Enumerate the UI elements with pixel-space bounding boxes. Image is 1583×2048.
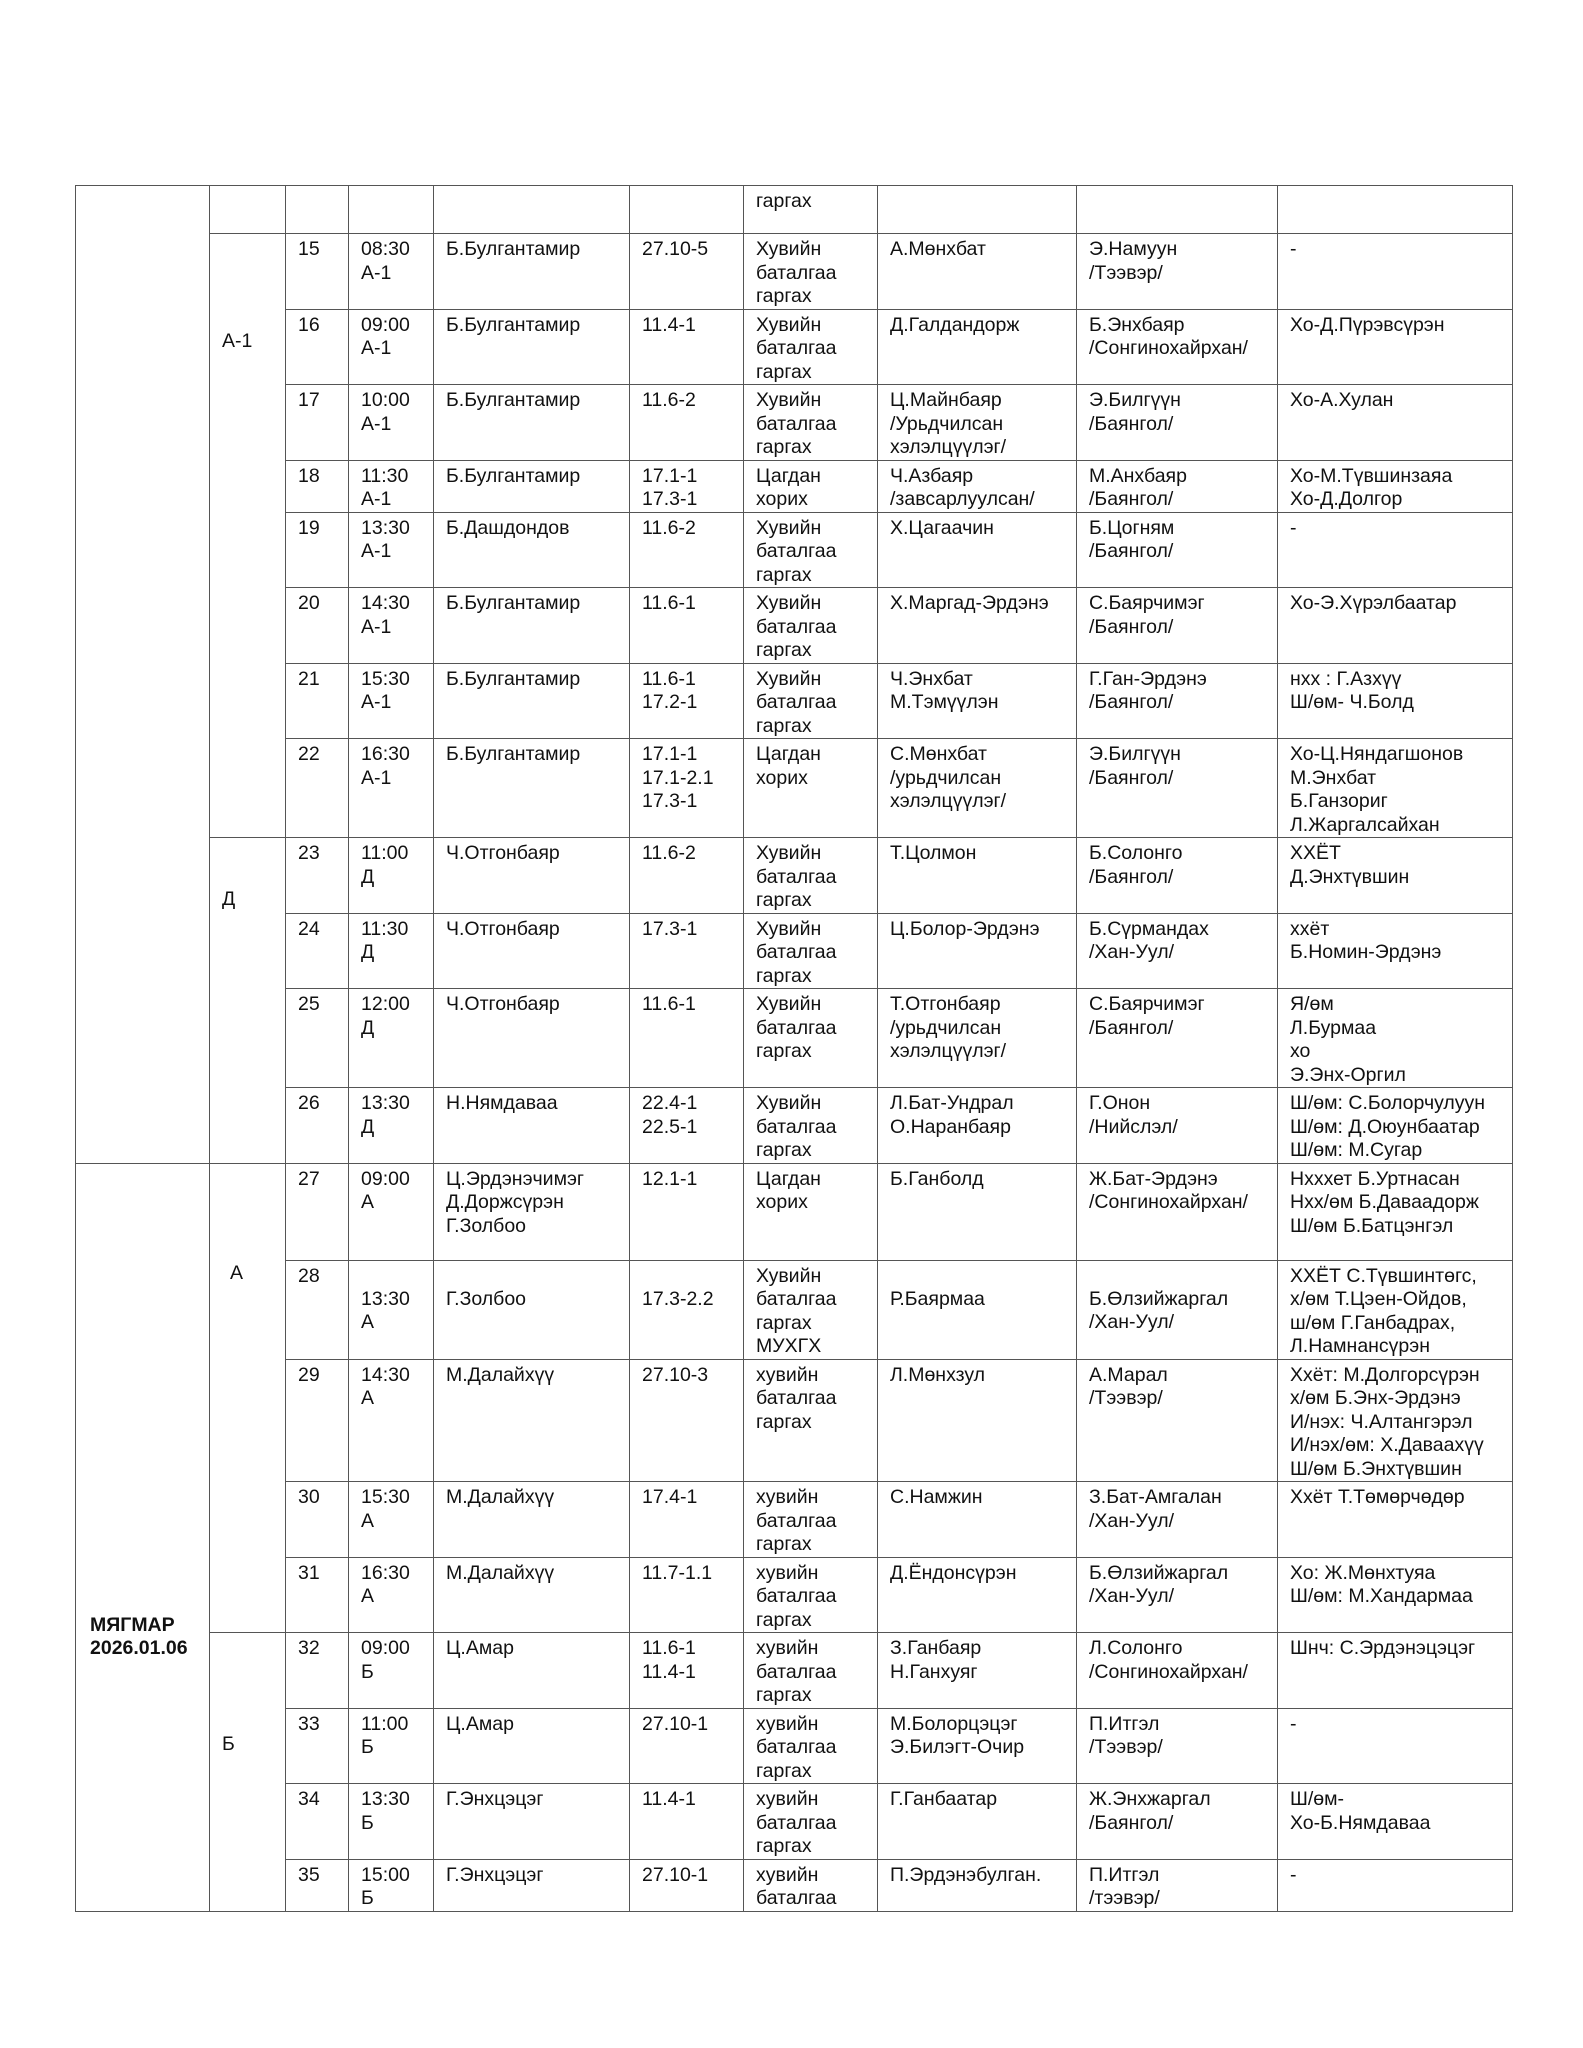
case-number: 33 [286,1708,349,1784]
table-row [76,1260,1513,1359]
table-row [76,1708,1513,1784]
lawyers: Шнч: С.Эрдэнэцэцэг [1278,1633,1513,1709]
law-article: 11.6-2 [630,838,744,914]
hearing-time: 08:30 А-1 [349,234,434,310]
case-type: Хувийн баталгаа гаргах [744,838,878,914]
prosecutor-name: Э.Билгүүн /Баянгол/ [1077,385,1278,461]
case-number: 31 [286,1557,349,1633]
case-number: 35 [286,1859,349,1911]
prosecutor-name: Э.Намуун /Тээвэр/ [1077,234,1278,310]
hearing-time: 13:30 Д [349,1088,434,1164]
empty-cell [1278,186,1513,234]
prosecutor-name: Б.Солонго /Баянгол/ [1077,838,1278,914]
lawyers: ххёт Б.Номин-Эрдэнэ [1278,913,1513,989]
case-number: 18 [286,460,349,512]
case-type: хувийн баталгаа [744,1859,878,1911]
prosecutor-name: С.Баярчимэг /Баянгол/ [1077,588,1278,664]
table-row [76,588,1513,664]
case-number: 16 [286,309,349,385]
empty-cell [1077,186,1278,234]
law-article: 27.10-3 [630,1359,744,1482]
lawyers: ХХЁТ Д.Энхтүвшин [1278,838,1513,914]
judge-name: Г.Энхцэцэг [434,1859,630,1911]
prosecutor-name: С.Баярчимэг /Баянгол/ [1077,989,1278,1088]
case-number: 21 [286,663,349,739]
judge-name: Ч.Отгонбаяр [434,838,630,914]
lawyers: Хо-Д.Пүрэвсүрэн [1278,309,1513,385]
prosecutor-name: Г.Онон /Нийслэл/ [1077,1088,1278,1164]
case-number: 17 [286,385,349,461]
defendant-name: С.Намжин [878,1482,1077,1558]
case-type: Хувийн баталгаа гаргах [744,309,878,385]
case-type: Хувийн баталгаа гаргах [744,989,878,1088]
case-type: Хувийн баталгаа гаргах МУХГХ [744,1260,878,1359]
defendant-name: А.Мөнхбат [878,234,1077,310]
courtroom-cell-empty [210,186,286,234]
hearing-time: 13:30 Б [349,1784,434,1860]
case-number: 26 [286,1088,349,1164]
defendant-name: Д.Галдандорж [878,309,1077,385]
judge-name: М.Далайхүү [434,1557,630,1633]
judge-name: М.Далайхүү [434,1482,630,1558]
lawyers: Я/өм Л.Бурмаа хо Э.Энх-Оргил [1278,989,1513,1088]
hearing-time: 09:00 А [349,1163,434,1260]
law-article: 17.1-1 17.1-2.1 17.3-1 [630,739,744,838]
table-row [76,512,1513,588]
lawyers: Ххёт: М.Долгорсүрэн х/өм Б.Энх-Эрдэнэ И/нэх: Ч.Алтангэрэл И/нэх/өм: Х.Даваахүү Ш/өм Б.Энхтүвшин [1278,1359,1513,1482]
prosecutor-name: З.Бат-Амгалан /Хан-Уул/ [1077,1482,1278,1558]
hearing-time: 14:30 А [349,1359,434,1482]
courtroom-label: А-1 [210,234,286,838]
defendant-name: Т.Цолмон [878,838,1077,914]
lawyers: Ш/өм: С.Болорчулуун Ш/өм: Д.Оюунбаатар Ш/өм: М.Сугар [1278,1088,1513,1164]
case-number: 15 [286,234,349,310]
table-row [76,1359,1513,1482]
hearing-time: 10:00 А-1 [349,385,434,461]
judge-name: М.Далайхүү [434,1359,630,1482]
empty-cell [630,186,744,234]
judge-name: Ч.Отгонбаяр [434,913,630,989]
defendant-name: Х.Маргад-Эрдэнэ [878,588,1077,664]
defendant-name: П.Эрдэнэбулган. [878,1859,1077,1911]
defendant-name: Л.Бат-Ундрал О.Наранбаяр [878,1088,1077,1164]
defendant-name: Б.Ганболд [878,1163,1077,1260]
law-article: 11.6-1 [630,588,744,664]
law-article: 11.6-1 17.2-1 [630,663,744,739]
table-row [76,385,1513,461]
law-article: 22.4-1 22.5-1 [630,1088,744,1164]
law-article: 27.10-5 [630,234,744,310]
empty-cell [286,186,349,234]
hearing-time: 13:30 А [349,1260,434,1359]
defendant-name: Ч.Энхбат М.Тэмүүлэн [878,663,1077,739]
empty-cell [349,186,434,234]
hearing-time: 11:00 Д [349,838,434,914]
lawyers: Хо-Э.Хүрэлбаатар [1278,588,1513,664]
law-article: 11.6-2 [630,512,744,588]
table-row [76,1163,1513,1260]
judge-name: Б.Булгантамир [434,309,630,385]
case-type: хувийн баталгаа гаргах [744,1557,878,1633]
case-type: Хувийн баталгаа гаргах [744,512,878,588]
defendant-name: Л.Мөнхзул [878,1359,1077,1482]
prosecutor-name: Э.Билгүүн /Баянгол/ [1077,739,1278,838]
defendant-name: Х.Цагаачин [878,512,1077,588]
defendant-name: Ч.Азбаяр /завсарлуулсан/ [878,460,1077,512]
lawyers: Хо-А.Хулан [1278,385,1513,461]
judge-name: Ч.Отгонбаяр [434,989,630,1088]
table-row [76,1633,1513,1709]
courtroom-label: Б [210,1633,286,1912]
law-article: 27.10-1 [630,1859,744,1911]
case-type: хувийн баталгаа гаргах [744,1784,878,1860]
lawyers: Хо: Ж.Мөнхтуяа Ш/өм: М.Хандармаа [1278,1557,1513,1633]
law-article: 17.4-1 [630,1482,744,1558]
defendant-name: Ц.Майнбаяр /Урьдчилсан хэлэлцүүлэг/ [878,385,1077,461]
law-article: 17.3-2.2 [630,1260,744,1359]
judge-name: Б.Дашдондов [434,512,630,588]
case-number: 30 [286,1482,349,1558]
case-type: Хувийн баталгаа гаргах [744,663,878,739]
case-type: Цагдан хорих [744,460,878,512]
prosecutor-name: П.Итгэл /Тээвэр/ [1077,1708,1278,1784]
empty-cell [878,186,1077,234]
lawyers: Хо-Ц.Няндагшонов М.Энхбат Б.Ганзориг Л.Жаргалсайхан [1278,739,1513,838]
law-article: 11.7-1.1 [630,1557,744,1633]
judge-name: Б.Булгантамир [434,460,630,512]
table-row [76,838,1513,914]
prosecutor-name: Б.Сүрмандах /Хан-Уул/ [1077,913,1278,989]
lawyers: Ххёт Т.Төмөрчөдөр [1278,1482,1513,1558]
law-article: 17.3-1 [630,913,744,989]
judge-name: Г.Энхцэцэг [434,1784,630,1860]
table-row [76,1859,1513,1911]
judge-name: Г.Золбоо [434,1260,630,1359]
case-number: 32 [286,1633,349,1709]
case-type: хувийн баталгаа гаргах [744,1633,878,1709]
hearing-time: 11:30 А-1 [349,460,434,512]
courtroom-label: А [210,1163,286,1633]
prosecutor-name: П.Итгэл /тээвэр/ [1077,1859,1278,1911]
day-cell-previous [76,186,210,1164]
judge-name: Ц.Амар [434,1633,630,1709]
judge-name: Ц.Эрдэнэчимэг Д.Доржсүрэн Г.Золбоо [434,1163,630,1260]
judge-name: Н.Нямдаваа [434,1088,630,1164]
defendant-name: С.Мөнхбат /урьдчилсан хэлэлцүүлэг/ [878,739,1077,838]
lawyers: Нхххет Б.Уртнасан Нхх/өм Б.Даваадорж Ш/өм Б.Батцэнгэл [1278,1163,1513,1260]
table-row [76,1784,1513,1860]
judge-name: Ц.Амар [434,1708,630,1784]
hearing-time: 15:00 Б [349,1859,434,1911]
lawyers: ХХЁТ С.Түвшинтөгс, х/өм Т.Цэен-Ойдов, ш/өм Г.Ганбадрах, Л.Намнансүрэн [1278,1260,1513,1359]
lawyers: нхх : Г.Азхүү Ш/өм- Ч.Болд [1278,663,1513,739]
case-type: Хувийн баталгаа гаргах [744,234,878,310]
defendant-name: М.Болорцэцэг Э.Билэгт-Очир [878,1708,1077,1784]
case-number: 27 [286,1163,349,1260]
prosecutor-name: Б.Цогням /Баянгол/ [1077,512,1278,588]
case-type: хувийн баталгаа гаргах [744,1482,878,1558]
defendant-name: Г.Ганбаатар [878,1784,1077,1860]
hearing-time: 16:30 А-1 [349,739,434,838]
lawyers: - [1278,234,1513,310]
case-number: 25 [286,989,349,1088]
case-type: Цагдан хорих [744,739,878,838]
table-row [76,1557,1513,1633]
hearing-time: 12:00 Д [349,989,434,1088]
prosecutor-name: Б.Өлзийжаргал /Хан-Уул/ [1077,1557,1278,1633]
hearing-time: 11:00 Б [349,1708,434,1784]
prosecutor-name: А.Марал /Тээвэр/ [1077,1359,1278,1482]
case-type: Хувийн баталгаа гаргах [744,588,878,664]
table-row [76,1088,1513,1164]
case-number: 22 [286,739,349,838]
hearing-time: 09:00 Б [349,1633,434,1709]
case-number: 20 [286,588,349,664]
prosecutor-name: Б.Энхбаяр /Сонгинохайрхан/ [1077,309,1278,385]
law-article: 11.6-1 11.4-1 [630,1633,744,1709]
prosecutor-name: Ж.Энхжаргал /Баянгол/ [1077,1784,1278,1860]
table-row [76,309,1513,385]
case-number: 28 [286,1260,349,1359]
prosecutor-name: М.Анхбаяр /Баянгол/ [1077,460,1278,512]
law-article: 11.4-1 [630,309,744,385]
case-number: 34 [286,1784,349,1860]
judge-name: Б.Булгантамир [434,739,630,838]
law-article: 17.1-1 17.3-1 [630,460,744,512]
hearing-time: 13:30 А-1 [349,512,434,588]
law-article: 11.4-1 [630,1784,744,1860]
lawyers: Хо-М.Түвшинзаяа Хо-Д.Долгор [1278,460,1513,512]
defendant-name: Р.Баярмаа [878,1260,1077,1359]
table-row [76,989,1513,1088]
judge-name: Б.Булгантамир [434,588,630,664]
empty-cell [434,186,630,234]
case-type: гаргах [744,186,878,234]
lawyers: - [1278,1708,1513,1784]
prosecutor-name: Ж.Бат-Эрдэнэ /Сонгинохайрхан/ [1077,1163,1278,1260]
law-article: 11.6-2 [630,385,744,461]
defendant-name: Ц.Болор-Эрдэнэ [878,913,1077,989]
defendant-name: Т.Отгонбаяр /урьдчилсан хэлэлцүүлэг/ [878,989,1077,1088]
hearing-time: 15:30 А [349,1482,434,1558]
defendant-name: З.Ганбаяр Н.Ганхуяг [878,1633,1077,1709]
table-row [76,234,1513,310]
day-label: МЯГМАР 2026.01.06 [76,1163,210,1911]
hearing-time: 09:00 А-1 [349,309,434,385]
hearing-time: 16:30 А [349,1557,434,1633]
table-row [76,739,1513,838]
lawyers: Ш/өм- Хо-Б.Нямдаваа [1278,1784,1513,1860]
judge-name: Б.Булгантамир [434,234,630,310]
case-type: хувийн баталгаа гаргах [744,1708,878,1784]
law-article: 12.1-1 [630,1163,744,1260]
hearing-time: 14:30 А-1 [349,588,434,664]
table-row [76,186,1513,234]
hearing-time: 11:30 Д [349,913,434,989]
prosecutor-name: Г.Ган-Эрдэнэ /Баянгол/ [1077,663,1278,739]
table-row [76,663,1513,739]
case-type: Хувийн баталгаа гаргах [744,1088,878,1164]
case-type: Хувийн баталгаа гаргах [744,913,878,989]
prosecutor-name: Л.Солонго /Сонгинохайрхан/ [1077,1633,1278,1709]
law-article: 27.10-1 [630,1708,744,1784]
lawyers: - [1278,512,1513,588]
table-row [76,1482,1513,1558]
hearing-time: 15:30 А-1 [349,663,434,739]
prosecutor-name: Б.Өлзийжаргал /Хан-Уул/ [1077,1260,1278,1359]
judge-name: Б.Булгантамир [434,385,630,461]
defendant-name: Д.Ёндонсүрэн [878,1557,1077,1633]
case-number: 19 [286,512,349,588]
lawyers: - [1278,1859,1513,1911]
court-schedule-table [75,185,1513,1912]
courtroom-label: Д [210,838,286,1164]
judge-name: Б.Булгантамир [434,663,630,739]
law-article: 11.6-1 [630,989,744,1088]
case-number: 24 [286,913,349,989]
table-row [76,913,1513,989]
table-row [76,460,1513,512]
case-type: Цагдан хорих [744,1163,878,1260]
case-number: 29 [286,1359,349,1482]
case-type: хувийн баталгаа гаргах [744,1359,878,1482]
case-number: 23 [286,838,349,914]
case-type: Хувийн баталгаа гаргах [744,385,878,461]
